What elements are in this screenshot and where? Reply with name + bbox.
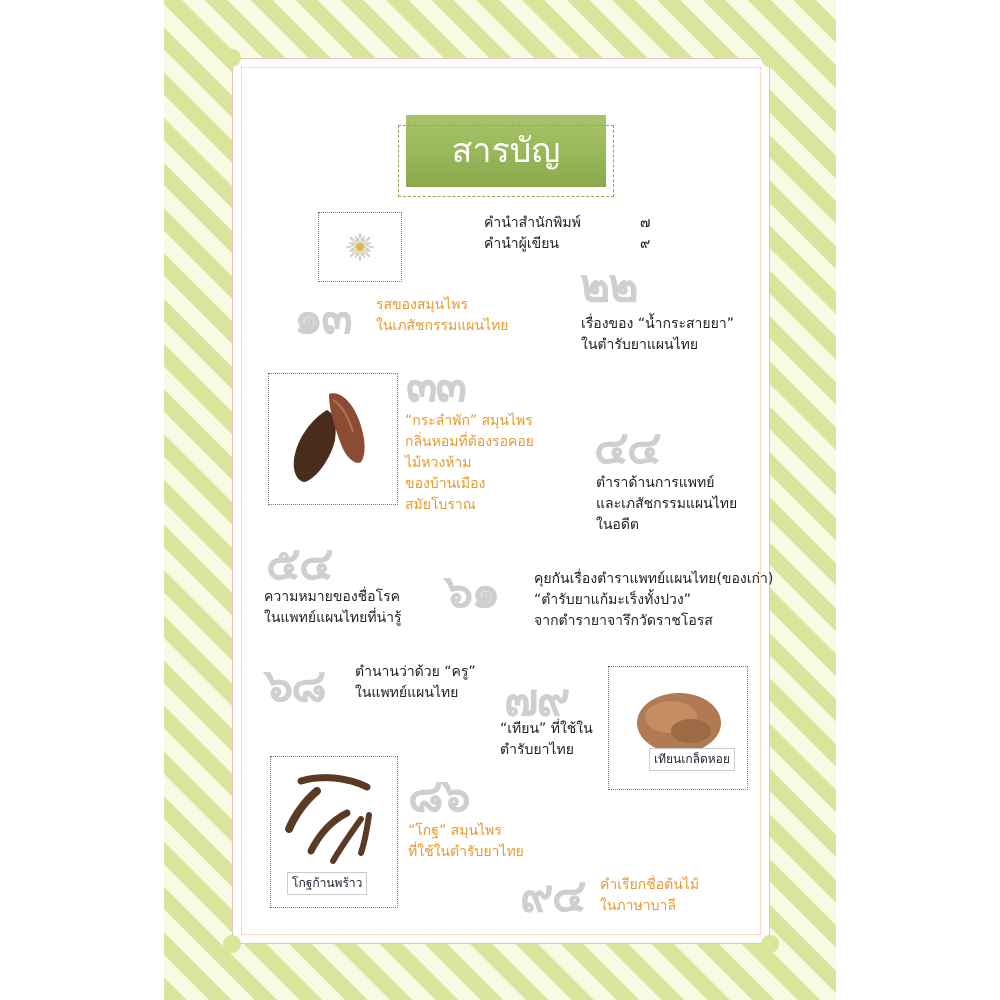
chapter-title: ในอดีต [596,517,639,533]
seeds-photo [608,666,748,790]
front-page: ๙ [640,236,651,252]
chapter-number: ๑๓ [294,290,351,344]
front-label: คำนำผู้เขียน [484,236,559,252]
chapter-title: ตำรับยาไทย [500,742,574,758]
chapter-title: ที่ใช้ในตำรับยาไทย [408,844,524,860]
chapter-title: ในภาษาบาลี [600,898,676,914]
chapter-title: ตำราด้านการแพทย์ [596,475,715,491]
chapter-title: และเภสัชกรรมแผนไทย [596,496,738,512]
chapter-title: “ตำรับยาแก้มะเร็งทั้งปวง” [534,592,691,608]
page-title: สารบัญ [451,131,561,171]
chapter-title: สมัยโบราณ [405,497,476,513]
front-page: ๗ [640,215,651,231]
chapter-title: “เทียน” ที่ใช้ใน [500,721,593,737]
chapter-number: ๓๓ [406,358,465,412]
chapter-title: ความหมายของชื่อโรค [264,589,400,605]
chapter-title: ในแพทย์แผนไทยที่น่ารู้ [264,610,402,626]
bark-photo [268,373,398,505]
chapter-title: คำเรียกชื่อต้นไม้ [600,877,700,893]
roots-photo [270,756,398,908]
bark-icon [269,374,397,504]
chapter-title: ในแพทย์แผนไทย [355,685,459,701]
seeds-caption: เทียนเกล็ดหอย [649,748,735,771]
chapter-title: ในเภสัชกรรมแผนไทย [376,318,509,334]
chapter-title: ในตำรับยาแผนไทย [581,337,699,353]
chapter-number: ๖๑ [444,564,499,618]
chapter-title: ตำนานว่าด้วย “ครู” [355,664,476,680]
chapter-number: ๔๔ [594,420,660,474]
chapter-number: ๘๖ [408,768,469,822]
chapter-title: ของบ้านเมือง [405,476,486,492]
chapter-number: ๒๒ [580,258,637,312]
chapter-number: ๖๘ [264,658,325,712]
chapter-title: “โกฐ” สมุนไพร [408,823,502,839]
chapter-title: กลิ่นหอมที่ต้องรอคอย [405,434,534,450]
flower-icon [319,213,401,281]
chapter-title: จากตำรายาจารึกวัดราชโอรส [534,613,713,629]
chapter-title: คุยกันเรื่องตำราแพทย์แผนไทย(ของเก่า) [534,571,774,587]
chapter-number: ๕๔ [266,536,332,590]
card-corner [223,49,241,67]
card-corner [761,935,779,953]
flower-photo [318,212,402,282]
chapter-title: เรื่องของ “น้ำกระสายยา” [581,316,734,332]
chapter-number: ๙๔ [520,868,585,922]
roots-caption: โกฐก้านพร้าว [287,872,367,895]
chapter-title: ไม้หวงห้าม [405,455,472,471]
title-banner [406,115,606,187]
card-corner [223,935,241,953]
card-corner [761,49,779,67]
chapter-number: ๗๙ [504,672,569,726]
chapter-title: รสของสมุนไพร [376,297,469,313]
chapter-title: “กระลำพัก” สมุนไพร [405,413,533,429]
front-label: คำนำสำนักพิมพ์ [484,215,581,231]
